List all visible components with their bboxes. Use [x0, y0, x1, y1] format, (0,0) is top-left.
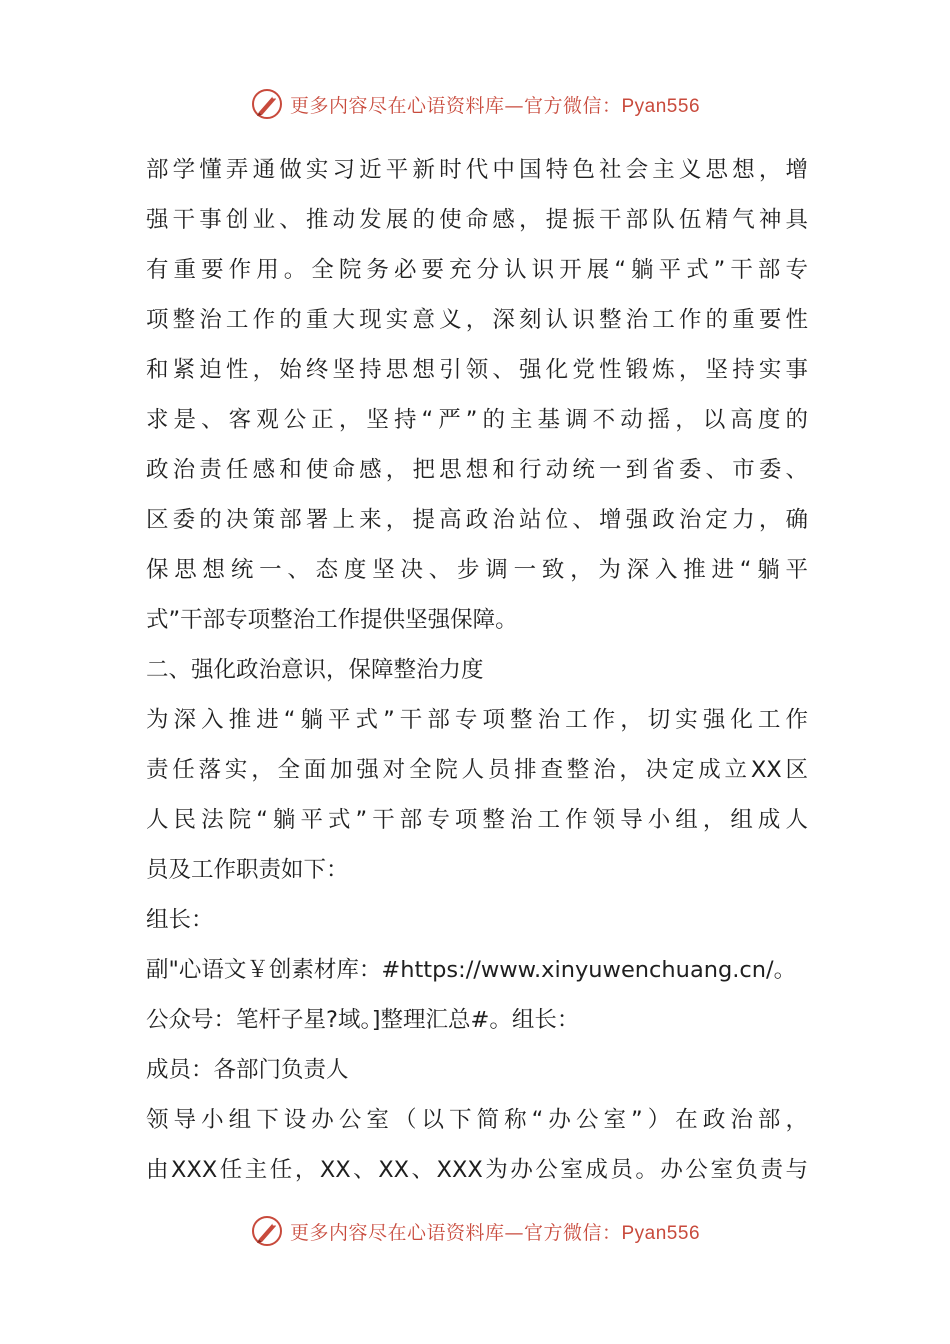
footer-watermark — [0, 1211, 950, 1251]
watermark-text — [290, 1218, 700, 1245]
pen-logo-icon — [250, 1214, 284, 1248]
text-line: 副"心语文￥创素材库：#https://www.xinyuwenchuang.cn/。 — [146, 957, 797, 983]
text-line: 人民法院“躺平式”干部专项整治工作领导小组，组成人 — [146, 807, 808, 833]
text-line: 组长： — [146, 907, 214, 933]
text-line: 员及工作职责如下： — [146, 857, 349, 883]
text-line: 政治责任感和使命感，把思想和行动统一到省委、市委、 — [146, 457, 808, 483]
text-line: 公众号：笔杆子星?域。]整理汇总#。组长： — [146, 1007, 580, 1033]
text-line: 成员：各部门负责人 — [146, 1057, 349, 1083]
text-line: 责任落实，全面加强对全院人员排查整治，决定成立XX区 — [146, 757, 808, 783]
text-line: 部学懂弄通做实习近平新时代中国特色社会主义思想，增 — [146, 157, 808, 183]
text-line: 和紧迫性，始终坚持思想引领、强化党性锻炼，坚持实事 — [146, 357, 808, 383]
watermark-label: 更多内容尽在心语资料库—官方微信： — [289, 94, 622, 117]
text-line: 有重要作用。全院务必要充分认识开展“躺平式”干部专 — [146, 257, 808, 283]
text-line: 保思想统一、态度坚决、步调一致，为深入推进“躺平 — [146, 557, 808, 583]
text-line: 由XXX任主任，XX、XX、XXX为办公室成员。办公室负责与 — [146, 1157, 808, 1183]
text-line: 为深入推进“躺平式”干部专项整治工作，切实强化工作 — [146, 707, 808, 733]
text-line: 求是、客观公正，坚持“严”的主基调不动摇，以高度的 — [146, 407, 808, 433]
watermark-label: 更多内容尽在心语资料库—官方微信： — [289, 1221, 622, 1244]
document-body — [146, 145, 808, 1195]
section-heading: 二、强化政治意识，保障整治力度 — [146, 657, 484, 683]
text-line: 项整治工作的重大现实意义，深刻认识整治工作的重要性 — [146, 307, 808, 333]
header-watermark — [0, 84, 950, 124]
text-line: 式”干部专项整治工作提供坚强保障。 — [146, 607, 518, 633]
pen-logo-icon — [250, 87, 284, 121]
text-line: 区委的决策部署上来，提高政治站位、增强政治定力，确 — [146, 507, 808, 533]
text-line: 强干事创业、推动发展的使命感，提振干部队伍精气神具 — [146, 207, 808, 233]
watermark-wechat-id: Pyan556 — [621, 95, 701, 117]
watermark-wechat-id: Pyan556 — [621, 1222, 701, 1244]
watermark-text — [290, 91, 700, 118]
text-line: 领导小组下设办公室（以下简称“办公室”）在政治部， — [146, 1107, 808, 1133]
